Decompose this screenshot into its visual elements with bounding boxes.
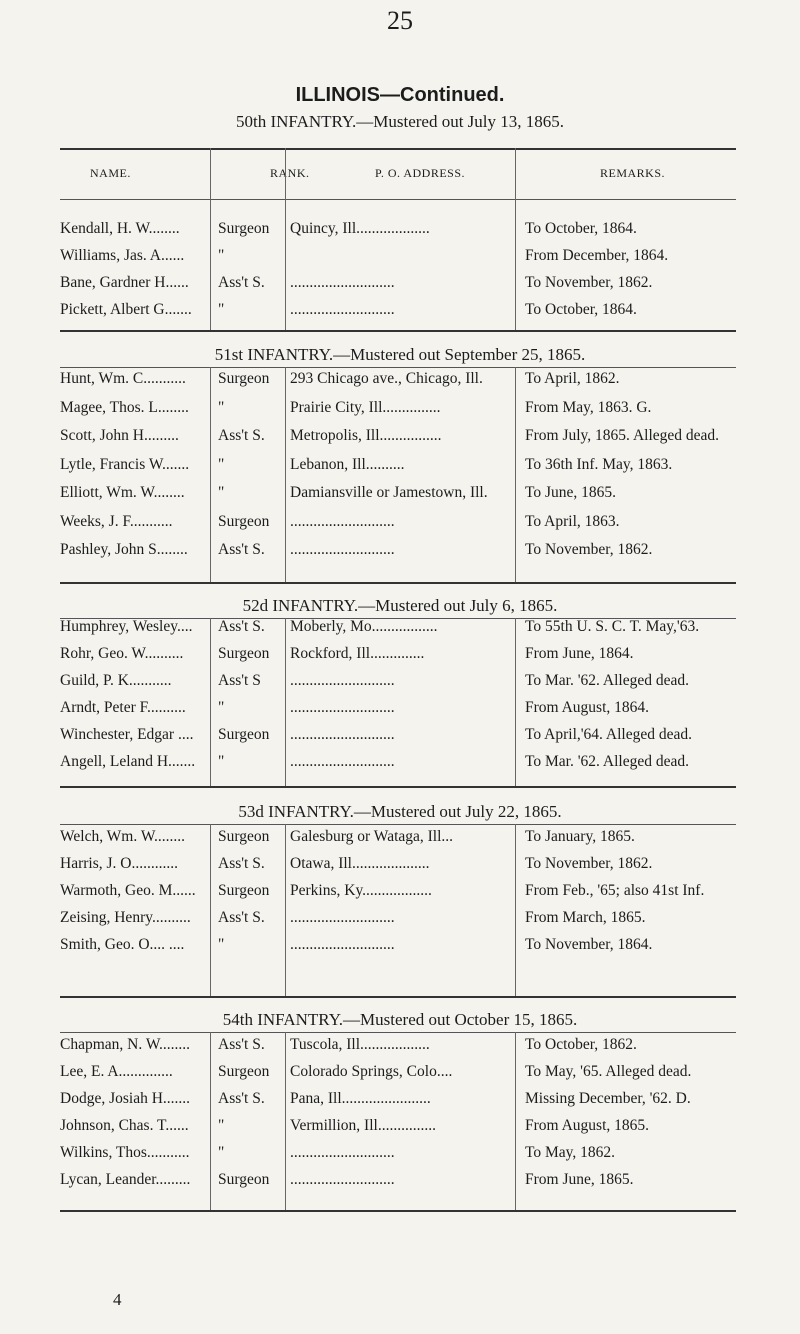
- cell-rank: ": [218, 247, 225, 264]
- cell-address: Otawa, Ill....................: [290, 855, 430, 872]
- cell-name: Hunt, Wm. C...........: [60, 370, 186, 387]
- cell-remarks: To October, 1862.: [525, 1036, 637, 1053]
- cell-rank: ": [218, 753, 225, 770]
- page-number: 25: [387, 6, 413, 35]
- cell-name: Lytle, Francis W.......: [60, 455, 190, 473]
- cell-name: Chapman, N. W........: [60, 1036, 191, 1053]
- header-rank: RANK.: [270, 166, 310, 180]
- column-divider: [515, 824, 516, 996]
- cell-name: Williams, Jas. A......: [60, 247, 185, 264]
- cell-name: Wilkins, Thos...........: [60, 1144, 190, 1161]
- cell-address: 293 Chicago ave., Chicago, Ill.: [290, 370, 483, 387]
- column-divider: [515, 618, 516, 786]
- cell-remarks: To November, 1862.: [525, 541, 653, 558]
- table-top-rule: [60, 148, 736, 150]
- cell-rank: Ass't S.: [218, 427, 265, 444]
- cell-remarks: From July, 1865. Alleged dead.: [525, 427, 720, 444]
- cell-rank: Surgeon: [218, 220, 270, 237]
- header-address: P. O. ADDRESS.: [375, 166, 466, 180]
- section-top-rule: [60, 367, 736, 368]
- cell-name: Kendall, H. W........: [60, 220, 180, 237]
- cell-remarks: From May, 1863. G.: [525, 398, 652, 416]
- cell-rank: ": [218, 455, 225, 473]
- cell-remarks: To November, 1864.: [525, 936, 653, 953]
- cell-rank: Ass't S: [218, 672, 261, 689]
- cell-address: Colorado Springs, Colo....: [290, 1063, 453, 1080]
- section-title: 54th INFANTRY.—Mustered out October 15, 1865.: [222, 1010, 578, 1029]
- cell-rank: ": [218, 699, 225, 716]
- cell-rank: Surgeon: [218, 1063, 270, 1080]
- header-remarks: REMARKS.: [600, 166, 666, 180]
- cell-rank: ": [218, 398, 225, 416]
- cell-remarks: To April, 1862.: [525, 370, 620, 387]
- column-divider: [210, 1032, 211, 1210]
- section-title: 51st INFANTRY.—Mustered out September 25, 1865.: [214, 345, 586, 364]
- cell-name: Dodge, Josiah H.......: [60, 1090, 191, 1107]
- cell-remarks: To October, 1864.: [525, 220, 637, 237]
- cell-rank: Ass't S.: [218, 541, 265, 558]
- cell-rank: Ass't S.: [218, 1036, 265, 1053]
- cell-name: Zeising, Henry..........: [60, 909, 191, 926]
- cell-remarks: To Mar. '62. Alleged dead.: [525, 753, 689, 770]
- cell-name: Angell, Leland H.......: [60, 753, 196, 770]
- cell-address: ...........................: [290, 753, 395, 770]
- header-name: NAME.: [90, 166, 131, 180]
- cell-name: Winchester, Edgar ....: [60, 726, 194, 743]
- cell-remarks: To April,'64. Alleged dead.: [525, 726, 693, 743]
- section-top-rule: [60, 1032, 736, 1033]
- cell-name: Lee, E. A..............: [60, 1063, 173, 1080]
- section-bottom-rule: [60, 330, 736, 332]
- state-title: ILLINOIS—Continued.: [295, 84, 505, 106]
- cell-address: ...........................: [290, 512, 395, 530]
- cell-address: ...........................: [290, 1144, 395, 1161]
- cell-address: Perkins, Ky..................: [290, 882, 432, 899]
- cell-address: ...........................: [290, 301, 395, 318]
- cell-rank: Ass't S.: [218, 855, 265, 872]
- cell-remarks: To 55th U. S. C. T. May,'63.: [525, 618, 700, 635]
- cell-remarks: To January, 1865.: [525, 828, 635, 845]
- cell-address: Damiansville or Jamestown, Ill.: [290, 484, 488, 501]
- cell-remarks: From August, 1864.: [525, 699, 650, 716]
- column-divider: [210, 367, 211, 582]
- section-bottom-rule: [60, 1210, 736, 1212]
- cell-address: Pana, Ill.......................: [290, 1090, 431, 1107]
- cell-name: Warmoth, Geo. M......: [60, 882, 196, 899]
- cell-remarks: To April, 1863.: [525, 512, 620, 530]
- cell-address: ...........................: [290, 274, 395, 291]
- cell-rank: Surgeon: [218, 370, 270, 387]
- cell-remarks: Missing December, '62. D.: [525, 1090, 691, 1107]
- cell-rank: Surgeon: [218, 1171, 270, 1188]
- cell-rank: Surgeon: [218, 726, 270, 743]
- cell-rank: Surgeon: [218, 882, 270, 899]
- cell-remarks: From March, 1865.: [525, 909, 646, 926]
- section-title: 53d INFANTRY.—Mustered out July 22, 1865.: [238, 802, 562, 821]
- cell-name: Weeks, J. F...........: [60, 512, 173, 530]
- column-divider: [515, 367, 516, 582]
- cell-address: Vermillion, Ill...............: [290, 1117, 436, 1134]
- cell-name: Arndt, Peter F..........: [60, 699, 186, 716]
- cell-remarks: From June, 1864.: [525, 645, 634, 662]
- column-divider: [210, 824, 211, 996]
- column-divider: [210, 618, 211, 786]
- cell-address: ...........................: [290, 726, 395, 743]
- cell-name: Pashley, John S........: [60, 541, 188, 558]
- cell-address: ...........................: [290, 699, 395, 716]
- cell-name: Elliott, Wm. W........: [60, 484, 185, 501]
- cell-address: Metropolis, Ill................: [290, 427, 442, 444]
- cell-address: Prairie City, Ill...............: [290, 398, 441, 416]
- cell-name: Humphrey, Wesley....: [60, 618, 193, 635]
- header-rule: [60, 199, 736, 200]
- column-divider: [515, 1032, 516, 1210]
- cell-rank: Ass't S.: [218, 1090, 265, 1107]
- section-bottom-rule: [60, 786, 736, 788]
- cell-rank: Surgeon: [218, 645, 270, 662]
- cell-remarks: To June, 1865.: [525, 484, 617, 501]
- cell-name: Harris, J. O............: [60, 855, 178, 872]
- cell-address: Lebanon, Ill..........: [290, 455, 405, 473]
- cell-name: Smith, Geo. O.... ....: [60, 936, 185, 953]
- cell-remarks: From June, 1865.: [525, 1171, 634, 1188]
- section-title: 50th INFANTRY.—Mustered out July 13, 1865.: [235, 112, 565, 131]
- cell-name: Rohr, Geo. W..........: [60, 645, 184, 662]
- cell-remarks: To 36th Inf. May, 1863.: [525, 455, 673, 473]
- cell-remarks: To Mar. '62. Alleged dead.: [525, 672, 689, 689]
- cell-rank: Surgeon: [218, 828, 270, 845]
- cell-name: Welch, Wm. W........: [60, 828, 186, 845]
- cell-address: Quincy, Ill...................: [290, 220, 430, 237]
- cell-name: Scott, John H.........: [60, 427, 179, 444]
- cell-name: Bane, Gardner H......: [60, 274, 189, 291]
- cell-remarks: From August, 1865.: [525, 1117, 650, 1134]
- section-title: 52d INFANTRY.—Mustered out July 6, 1865.: [242, 596, 558, 615]
- cell-rank: ": [218, 1117, 225, 1134]
- cell-address: Tuscola, Ill..................: [290, 1036, 430, 1053]
- cell-address: ...........................: [290, 541, 395, 558]
- cell-remarks: From Feb., '65; also 41st Inf.: [525, 882, 705, 899]
- cell-name: Magee, Thos. L........: [60, 398, 189, 416]
- cell-name: Lycan, Leander.........: [60, 1171, 191, 1188]
- cell-rank: Surgeon: [218, 512, 270, 530]
- cell-name: Pickett, Albert G.......: [60, 301, 192, 318]
- cell-rank: Ass't S.: [218, 909, 265, 926]
- cell-address: ...........................: [290, 909, 395, 926]
- section-top-rule: [60, 824, 736, 825]
- cell-rank: Ass't S.: [218, 618, 265, 635]
- cell-remarks: To May, 1862.: [525, 1144, 616, 1161]
- cell-remarks: From December, 1864.: [525, 247, 669, 264]
- cell-remarks: To November, 1862.: [525, 274, 653, 291]
- cell-remarks: To October, 1864.: [525, 301, 637, 318]
- cell-rank: ": [218, 936, 225, 953]
- cell-rank: ": [218, 301, 225, 318]
- column-divider: [515, 148, 516, 330]
- cell-rank: ": [218, 484, 225, 501]
- cell-address: ...........................: [290, 936, 395, 953]
- cell-address: Rockford, Ill..............: [290, 645, 425, 662]
- cell-address: Galesburg or Wataga, Ill...: [290, 828, 454, 845]
- column-divider: [210, 148, 211, 330]
- cell-remarks: To May, '65. Alleged dead.: [525, 1063, 692, 1080]
- cell-rank: Ass't S.: [218, 274, 265, 291]
- cell-name: Guild, P. K...........: [60, 672, 172, 689]
- cell-remarks: To November, 1862.: [525, 855, 653, 872]
- section-bottom-rule: [60, 996, 736, 998]
- cell-address: Moberly, Mo.................: [290, 618, 438, 635]
- cell-address: ...........................: [290, 1171, 395, 1188]
- cell-name: Johnson, Chas. T......: [60, 1117, 189, 1134]
- section-bottom-rule: [60, 582, 736, 584]
- cell-rank: ": [218, 1144, 225, 1161]
- cell-address: ...........................: [290, 672, 395, 689]
- footer-signature-number: 4: [113, 1290, 122, 1309]
